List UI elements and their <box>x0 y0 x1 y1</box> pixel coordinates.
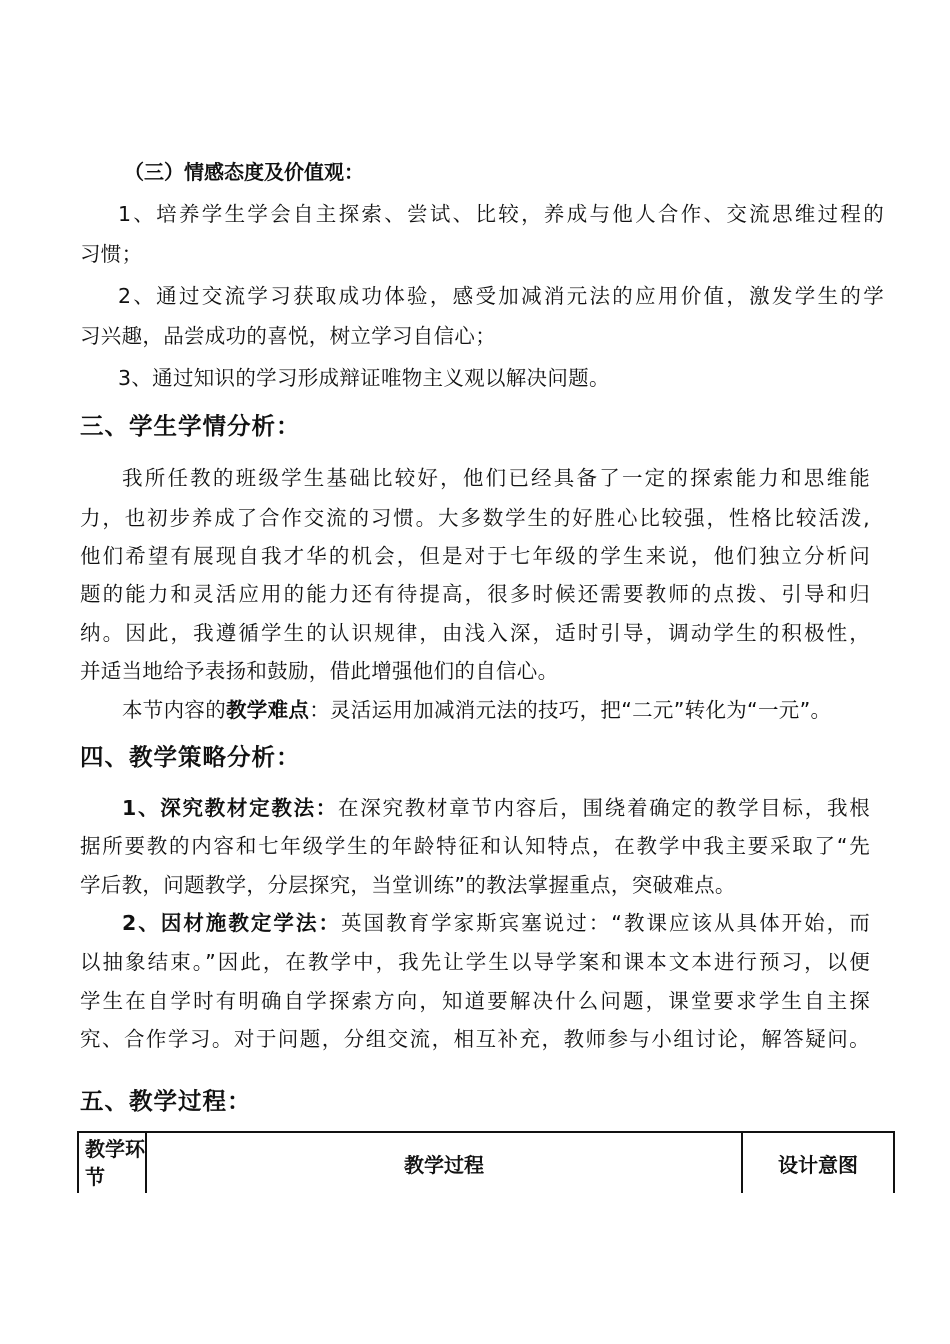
strategy1-line2: 据所要教的内容和七年级学生的年龄特征和认知特点，在教学中我主要采取了“先 <box>80 834 870 858</box>
strategy1-text: 在深究教材章节内容后，围绕着确定的教学目标，我根 <box>338 796 870 820</box>
table-header-row <box>78 1132 894 1193</box>
difficulty-label: 教学难点 <box>226 698 310 722</box>
strategy1-line3: 学后教，问题教学，分层探究，当堂训练”的教法掌握重点，突破难点。 <box>80 873 736 897</box>
col-header-intent: 设计意图 <box>742 1132 894 1193</box>
col-header-stage: 教学环节 <box>78 1132 146 1193</box>
strategy2-line4: 究、合作学习。对于问题，分组交流，相互补充，教师参与小组讨论，解答疑问。 <box>80 1027 870 1051</box>
emotion-item2-line1: 2、通过交流学习获取成功体验，感受加减消元法的应用价值，激发学生的学 <box>118 284 884 308</box>
strategy2-line2: 以抽象结束。”因此，在教学中，我先让学生以导学案和课本文本进行预习，以便 <box>80 950 870 974</box>
section4-heading: 四、教学策略分析： <box>80 743 301 771</box>
col-header-process: 教学过程 <box>146 1132 742 1193</box>
teaching-process-table <box>77 1131 895 1193</box>
difficulty-prefix: 本节内容的 <box>122 698 226 722</box>
strategy2-line3: 学生在自学时有明确自学探索方向，知道要解决什么问题，课堂要求学生自主探 <box>80 989 870 1013</box>
emotion-item1-line1: 1、培养学生学会自主探索、尝试、比较，养成与他人合作、交流思维过程的 <box>118 202 884 226</box>
strategy2-label: 2、因材施教定学法： <box>122 911 342 935</box>
emotion-item3: 3、通过知识的学习形成辩证唯物主义观以解决问题。 <box>118 366 610 390</box>
section3-p1-line4: 题的能力和灵活应用的能力还有待提高，很多时候还需要教师的点拨、引导和归 <box>80 582 870 606</box>
section3-p1-line5: 纳。因此，我遵循学生的认识规律，由浅入深，适时引导，调动学生的积极性， <box>80 621 870 645</box>
section3-heading: 三、学生学情分析： <box>80 412 301 440</box>
section3-p1-line6: 并适当地给予表扬和鼓励，借此增强他们的自信心。 <box>80 659 559 683</box>
strategy2-line1 <box>122 909 870 937</box>
section5-heading: 五、教学过程： <box>80 1087 252 1115</box>
emotion-item1-line2: 习惯； <box>80 242 143 266</box>
section3-p1-line2: 力，也初步养成了合作交流的习惯。大多数学生的好胜心比较强，性格比较活泼, <box>80 506 870 530</box>
strategy1-label: 1、深究教材定教法： <box>122 796 339 820</box>
strategy2-text: 英国教育学家斯宾塞说过：“教课应该从具体开始，而 <box>341 911 870 935</box>
strategy1-line1 <box>122 794 870 822</box>
emotion-subheading: （三）情感态度及价值观： <box>124 160 364 184</box>
emotion-item2-line2: 习兴趣，品尝成功的喜悦，树立学习自信心； <box>80 324 496 348</box>
difficulty-text: ：灵活运用加减消元法的技巧，把“二元”转化为“一元”。 <box>309 698 832 722</box>
section3-p1-line3: 他们希望有展现自我才华的机会，但是对于七年级的学生来说，他们独立分析问 <box>80 544 870 568</box>
section3-p1-line1: 我所任教的班级学生基础比较好，他们已经具备了一定的探索能力和思维能 <box>122 466 870 490</box>
section3-difficulty <box>122 696 831 724</box>
